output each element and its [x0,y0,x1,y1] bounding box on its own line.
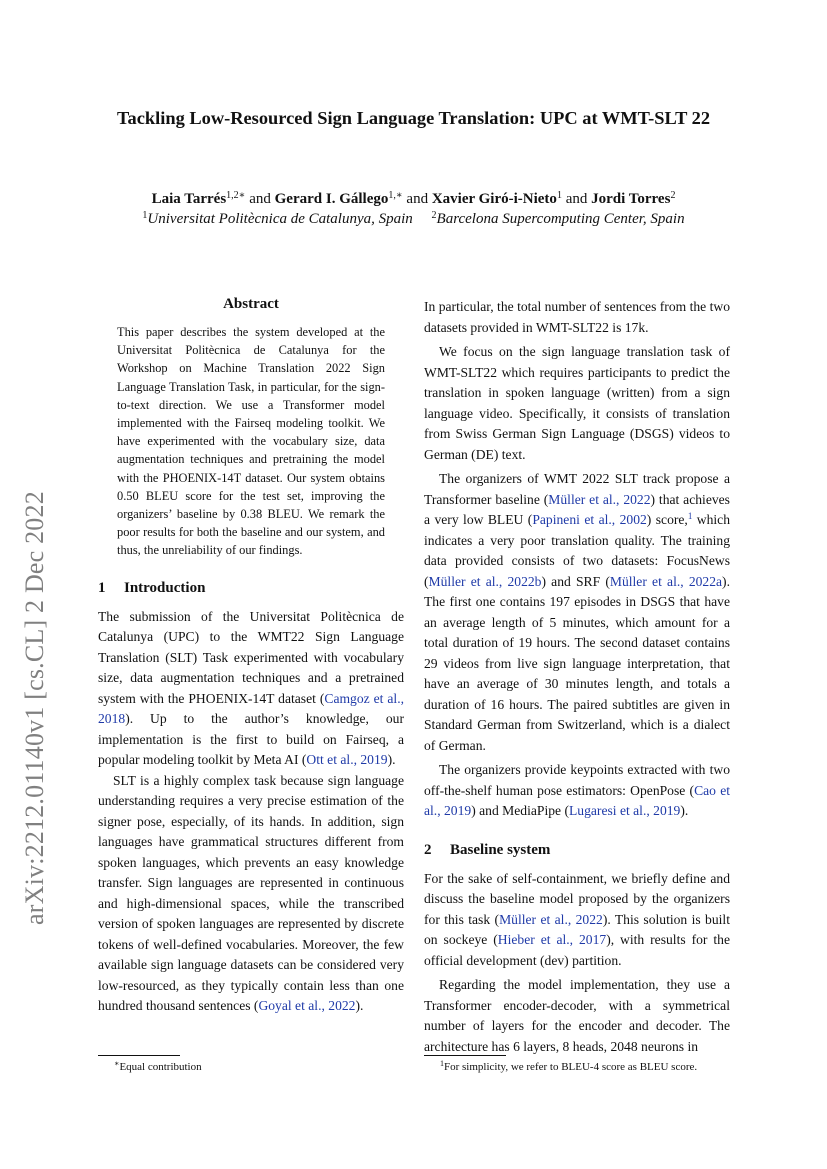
arxiv-identifier: arXiv:2212.01140v1 [cs.CL] 2 Dec 2022 [20,491,49,925]
paragraph: SLT is a highly complex task because sign language understanding requires a very precise estimation of the signer pose, especially, of its hands. In addition, sign languages have grammatical structures different from spoken languages, which prevents an easy knowledge transfer. Sign languages are represented in continuous and high-dimensional spaces, while the transcribed version of spoken languages are represented by discrete tokens of well-defined vocabularies. Moreover, the few available sign language datasets can be considered very low-resourced, as they typically contain less than one hundred thousand sentences (Goyal et al., 2022). [98,772,404,1014]
paragraph: The organizers provide keypoints extracted with two off-the-shelf human pose estimators: OpenPose (Cao et al., 2019) and MediaPipe (Lugaresi et al., 2019). [424,762,730,818]
abstract-heading: Abstract [223,296,279,312]
citation-link[interactable]: Camgoz et al., 2018 [98,690,404,727]
paragraph: The organizers of WMT 2022 SLT track propose a Transformer baseline (Müller et al., 2022) that achieves a very low BLEU (Papineni et al., 2002) score,$^1$ which indicates a very poor translation quality. The training data provided consists of two datasets: FocusNews (Müller et al., 2022b) and SRF (Müller et al., 2022a). The first one contains 197 episodes in DSGS that have an average length of 5 minutes, which amount for a total duration of 19 hours. The second dataset contains 29 videos from live sign language interpretation, that have an average of 30 minutes length, and totals a duration of 16 hours. The paired subtitles are given in Standard German from Switzerland, which is a dialect of German. [424,471,730,753]
author-name: Laia Tarrés [151,191,227,207]
citation-link[interactable]: Goyal et al., 2022 [258,998,356,1014]
author-name: Jordi Torres [591,191,671,207]
paragraph: For the sake of self-containment, we briefly define and discuss the baseline model proposed by the organizers for this task (Müller et al., 2022). This solution is built on sockeye (Hieber et al., 2017), with results for the official development (dev) partition. [424,870,730,968]
footnote-divider [98,1055,180,1056]
citation-link[interactable]: Cao et al., 2019 [424,782,730,818]
paragraph: In particular, the total number of sentences from the two datasets provided in WMT-SLT22 is 17k. [424,299,730,335]
section-heading-baseline: 2 Baseline system [424,841,551,858]
footnote-divider [424,1055,506,1056]
footnote-equal-contribution: ∗Equal contribution [114,1059,202,1073]
citation-link[interactable]: Müller et al., 2022 [548,491,651,507]
author-line: Laia Tarrés$^{1,2∗}$ and Gerard I. Gállego$^{1,∗}$ and Xavier Giró-i-Nieto$^1$ and Jordi Torres$^2$ [151,190,676,207]
author-block [96,189,731,229]
footnote-bleu: $^1$For simplicity, we refer to BLEU-4 score as BLEU score. [440,1059,698,1073]
paragraph: We focus on the sign language translation task of WMT-SLT22 which requires participants to predict the translation in spoken language (written) from a sign language video. Specifically, it consists of translation from Swiss German Sign Language (DSGS) videos to German (DE) text. [424,344,730,462]
footnote-marker[interactable]: 1 [687,511,693,521]
affiliation-line: $^1$Universitat Politècnica de Catalunya, Spain $^2$Barcelona Supercomputing Center, Spain [142,210,685,227]
citation-link[interactable]: Ott et al., 2019 [306,752,388,768]
citation-link[interactable]: Papineni et al., 2002 [532,512,647,527]
citation-link[interactable]: Hieber et al., 2017 [497,932,607,947]
abstract-text: This paper describes the system developed at the Universitat Politècnica de Catalunya for the Workshop on Machine Translation 2022 Sign Language Translation Task, in particular, for the sign-to-text direction. We use a Transformer model implemented with the Fairseq modeling toolkit. We have experimented with the vocabulary size, data augmentation techniques and pretraining the model with the PHOENIX-14T dataset. Our system obtains 0.50 BLEU score for the test set, improving the organizers’ baseline by 0.38 BLEU. We remark the poor results for both the baseline and our system, and thus, the unreliability of our findings. [117,325,385,558]
citation-link[interactable]: Müller et al., 2022a [609,573,723,589]
right-column [424,297,730,1057]
left-column [98,294,404,1017]
paragraph: The submission of the Universitat Politècnica de Catalunya (UPC) to the WMT22 Sign Language Translation (SLT) Task experimented with vocabulary size, data augmentation techniques and a pretrained system with the PHOENIX-14T dataset (Camgoz et al., 2018). Up to the author’s knowledge, our implementation is the first to build on Fairseq, a popular modeling toolkit by Meta AI (Ott et al., 2019). [98,608,404,768]
author-name: Gerard I. Gállego [274,191,389,207]
section-heading-introduction: 1 Introduction [98,579,206,596]
paper-title: Tackling Low-Resourced Sign Language Translation: UPC at WMT-SLT 22 [116,108,711,128]
author-name: Xavier Giró-i-Nieto [431,191,557,207]
citation-link[interactable]: Müller et al., 2022b [428,573,542,589]
paragraph: Regarding the model implementation, they use a Transformer encoder-decoder, with a symmetrical number of layers for the encoder and decoder. The architecture has 6 layers, 8 heads, 2048 neurons in [424,977,730,1054]
citation-link[interactable]: Lugaresi et al., 2019 [568,803,681,818]
citation-link[interactable]: Müller et al., 2022 [499,911,603,927]
affiliation: Barcelona Supercomputing Center, Spain [436,211,685,227]
affiliation: Universitat Politècnica de Catalunya, Spain [147,211,413,227]
